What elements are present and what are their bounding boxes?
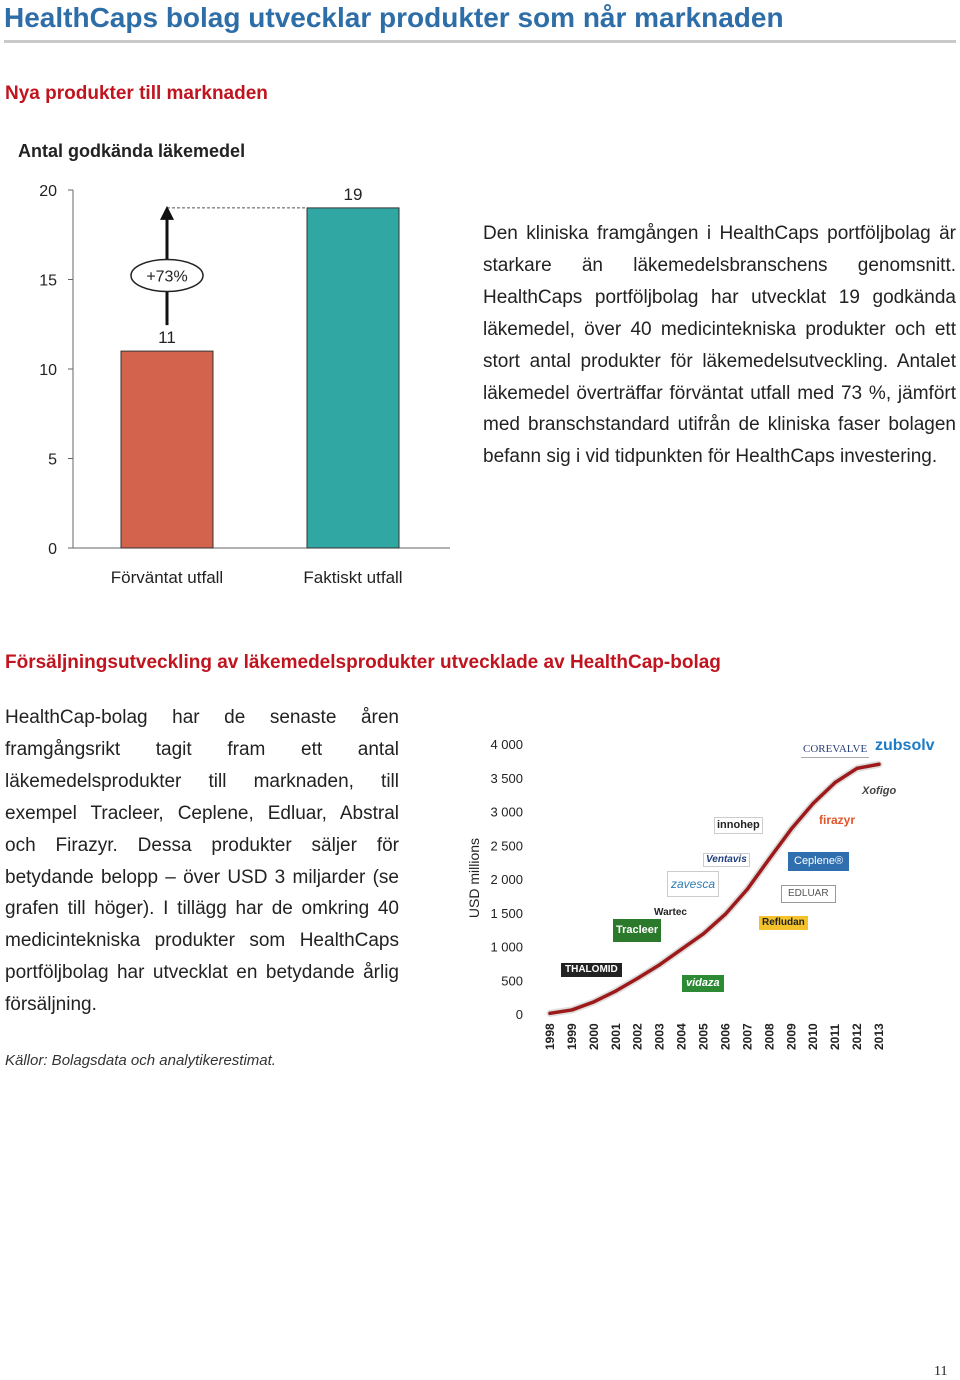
sales-chart-container [460,722,955,1062]
logo-tracleer: Tracleer [613,919,661,942]
page-title: HealthCaps bolag utvecklar produkter som når marknaden [4,2,784,33]
x-tick-label: 2010 [806,1023,821,1050]
y-tick-label: 0 [48,541,57,558]
bar-2 [307,208,399,548]
x-tick-label: 2004 [674,1023,689,1050]
sales-point [592,1000,595,1003]
sales-point [548,1012,551,1015]
x-tick-label: 2006 [718,1023,733,1050]
y-tick-label: 500 [501,973,523,989]
logo-firazyr: firazyr [819,813,856,827]
sales-point [834,781,837,784]
sales-point [855,767,858,770]
x-tick-label: 1998 [543,1023,557,1050]
y-tick-label: 2 500 [490,838,523,854]
sales-point [877,763,880,766]
x-tick-label: 2005 [696,1023,711,1050]
y-tick-label: 5 [48,451,57,469]
y-tick-label: 15 [39,272,57,290]
x-tick-label: 2011 [828,1023,843,1050]
increase-annotation: +73% [146,268,188,286]
x-tick-label: 2009 [784,1023,799,1050]
y-tick-label: 0 [515,1007,523,1022]
sales-point [570,1008,573,1011]
sales-point [790,827,793,830]
sales-point [702,932,705,935]
logo-wartec: Wartec [654,907,687,918]
x-tick-label: 2003 [652,1023,667,1050]
logo-edluar: EDLUAR [781,885,836,903]
x-tick-label: 2013 [872,1023,886,1050]
logo-zavesca: zavesca [667,871,719,897]
x-tick-label: 2000 [586,1023,601,1050]
y-tick-label: 10 [39,362,57,379]
logo-ventavis: Ventavis [703,853,750,867]
section1-paragraph: Den kliniska framgången i HealthCaps portföljbolag är starkare än läkemedelsbranschens genomsnitt. HealthCaps portföljbolag har utvecklat 19 godkända läkemedel, över 40 medicintekniska produkter och ett stort antal produkter för läkemedelsutveckling. Antalet läkemedel överträffar förväntat utfall med 73 %, jämfört med branschstandard utifrån de kliniska faser bolagen befann sig i vid tidpunkten för HealthCaps investering. [483,223,956,468]
sources-note: Källor: Bolagsdata och analytikerestimat. [5,1052,276,1069]
page-number: 11 [934,1364,948,1379]
chart1-title: Antal godkända läkemedel [18,141,246,161]
y-tick-label: 2 000 [490,872,523,887]
x-tick-label: 2012 [850,1023,865,1050]
approved-drugs-bar-chart [0,170,470,600]
y-tick-label: 1 500 [490,905,523,921]
sales-point [680,948,683,951]
logo-corevalve: COREVALVE [801,742,869,758]
logo-zubsolv: zubsolv [875,737,935,754]
y-tick-label: 1 000 [490,939,523,955]
bar-value-label: 11 [158,328,176,348]
y-tick-label: 3 000 [490,804,523,820]
x-tick-label: 2001 [608,1023,623,1050]
bar-value-label: 19 [343,184,363,204]
sales-point [658,963,661,966]
logo-refludan: Refludan [759,916,808,930]
x-tick-label: 2008 [762,1023,777,1050]
x-tick-label: 2007 [740,1023,755,1050]
x-category-label: Faktiskt utfall [303,568,403,587]
sales-point [746,888,749,891]
logo-thalomid: THALOMID [561,963,622,977]
bar-1 [121,351,213,548]
section-heading-new-products: Nya produkter till marknaden [5,83,268,104]
logo-ceplene: Ceplene® [788,852,849,871]
sales-point [724,913,727,916]
section-heading-sales-development: Försäljningsutveckling av läkemedelsprodukter utvecklade av HealthCap-bolag [5,652,721,673]
logo-vidaza: vidaza [682,975,724,992]
x-category-label: Förväntat utfall [110,568,224,587]
sales-point [614,989,617,992]
x-tick-label: 1999 [564,1023,579,1050]
y-tick-label: 4 000 [490,737,523,752]
y-tick-label: 20 [39,183,57,200]
sales-point [636,977,639,980]
title-divider [4,40,956,43]
section2-paragraph: HealthCap-bolag har de senaste åren framgångsrikt tagit fram ett antal läkemedelsprodukter till marknaden, till exempel Tracleer, Ceplene, Edluar, Abstral och Firazyr. Dessa produkter säljer för betydande belopp – över USD 3 miljarder (se grafen till höger). I tillägg har de omkring 40 medicintekniska produkter som HealthCaps portföljbolag har utvecklat en betydande årlig försäljning. [5,707,399,1016]
increase-arrow-head [160,206,174,220]
x-tick-label: 2002 [630,1023,645,1050]
sales-point [812,802,815,805]
sales-point [768,857,771,860]
logo-innohep: innohep [714,817,763,834]
y-axis-title: USD millions [466,837,482,919]
y-tick-label: 3 500 [490,770,523,786]
logo-xofigo: Xofigo [862,785,897,797]
